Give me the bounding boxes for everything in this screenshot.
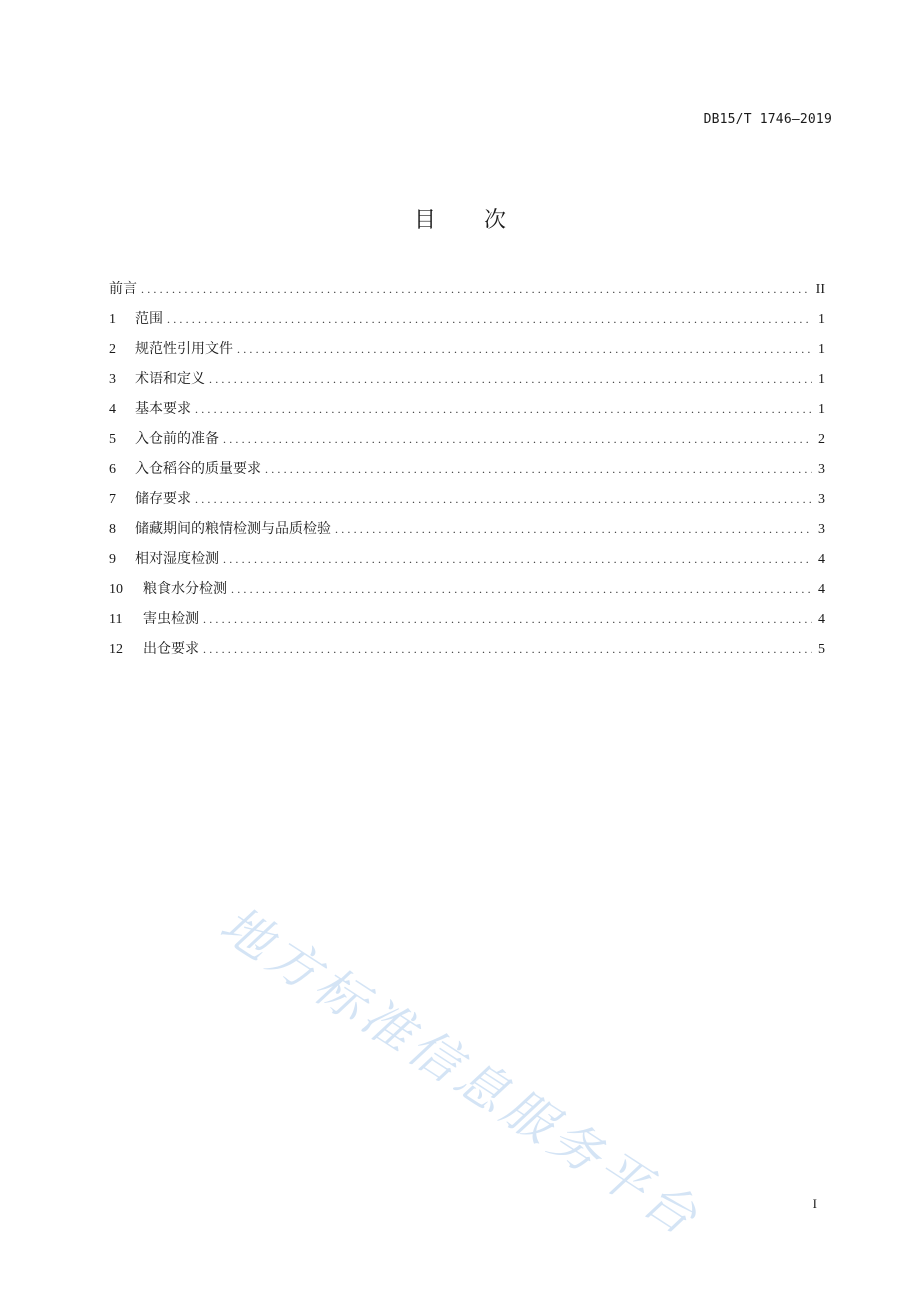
toc-entry-label: 害虫检测: [143, 611, 199, 627]
toc-entry-foreword[interactable]: [109, 277, 825, 307]
toc-entry-5[interactable]: [109, 427, 825, 457]
toc-entry-label: 出仓要求: [143, 641, 199, 657]
toc-dot-leader: [203, 607, 812, 631]
toc-entry-3[interactable]: [109, 367, 825, 397]
toc-entry-label: 前言: [109, 281, 137, 297]
toc-entry-4[interactable]: [109, 397, 825, 427]
toc-entry-label: 入仓前的准备: [135, 431, 219, 447]
toc-dot-leader: [223, 547, 812, 571]
toc-entry-number: 4: [109, 402, 116, 417]
toc-entry-2[interactable]: [109, 337, 825, 367]
toc-entry-7[interactable]: [109, 487, 825, 517]
toc-entry-label: 范围: [135, 311, 163, 327]
toc-entry-label: 基本要求: [135, 401, 191, 417]
toc-entry-page: 5: [818, 642, 825, 657]
toc-entry-label: 规范性引用文件: [135, 341, 233, 357]
toc-entry-label: 相对湿度检测: [135, 551, 219, 567]
toc-entry-label: 术语和定义: [135, 371, 205, 387]
toc-dot-leader: [335, 517, 812, 541]
toc-entry-number: 6: [109, 462, 116, 477]
toc-entry-page: 1: [818, 312, 825, 327]
toc-entry-page: 4: [818, 552, 825, 567]
toc-entry-label: 储存要求: [135, 491, 191, 507]
toc-entry-page: II: [815, 282, 825, 297]
toc-dot-leader: [203, 637, 812, 661]
toc-entry-number: 9: [109, 552, 116, 567]
toc-entry-page: 3: [818, 522, 825, 537]
toc-dot-leader: [209, 367, 812, 391]
toc-entry-label: 粮食水分检测: [143, 581, 227, 597]
toc-entry-page: 3: [818, 492, 825, 507]
standard-code: DB15/T 1746—2019: [703, 112, 832, 127]
table-of-contents: [109, 277, 825, 667]
toc-entry-number: 10: [109, 582, 123, 597]
toc-entry-page: 3: [818, 462, 825, 477]
toc-entry-number: 2: [109, 342, 116, 357]
toc-entry-page: 4: [818, 582, 825, 597]
page-number: I: [812, 1196, 817, 1211]
toc-entry-6[interactable]: [109, 457, 825, 487]
toc-entry-1[interactable]: [109, 307, 825, 337]
toc-entry-11[interactable]: [109, 607, 825, 637]
toc-entry-number: 12: [109, 642, 123, 657]
toc-dot-leader: [237, 337, 812, 361]
toc-entry-page: 1: [818, 372, 825, 387]
toc-entry-page: 1: [818, 342, 825, 357]
toc-entry-number: 1: [109, 312, 116, 327]
toc-entry-9[interactable]: [109, 547, 825, 577]
toc-entry-number: 5: [109, 432, 116, 447]
toc-dot-leader: [265, 457, 812, 481]
toc-entry-10[interactable]: [109, 577, 825, 607]
toc-entry-number: 7: [109, 492, 116, 507]
toc-dot-leader: [231, 577, 812, 601]
toc-entry-label: 储藏期间的粮情检测与品质检验: [135, 521, 331, 537]
toc-dot-leader: [223, 427, 812, 451]
toc-dot-leader: [141, 277, 810, 301]
toc-entry-number: 11: [109, 612, 123, 627]
toc-entry-label: 入仓稻谷的质量要求: [135, 461, 261, 477]
toc-entry-12[interactable]: [109, 637, 825, 667]
toc-entry-8[interactable]: [109, 517, 825, 547]
watermark: 地方标准信息服务平台: [210, 895, 712, 1249]
toc-dot-leader: [195, 397, 812, 421]
toc-entry-number: 3: [109, 372, 116, 387]
toc-entry-page: 2: [818, 432, 825, 447]
page-title: 目次: [413, 208, 554, 233]
toc-entry-page: 1: [818, 402, 825, 417]
toc-dot-leader: [195, 487, 812, 511]
toc-entry-number: 8: [109, 522, 116, 537]
toc-dot-leader: [167, 307, 812, 331]
toc-entry-page: 4: [818, 612, 825, 627]
